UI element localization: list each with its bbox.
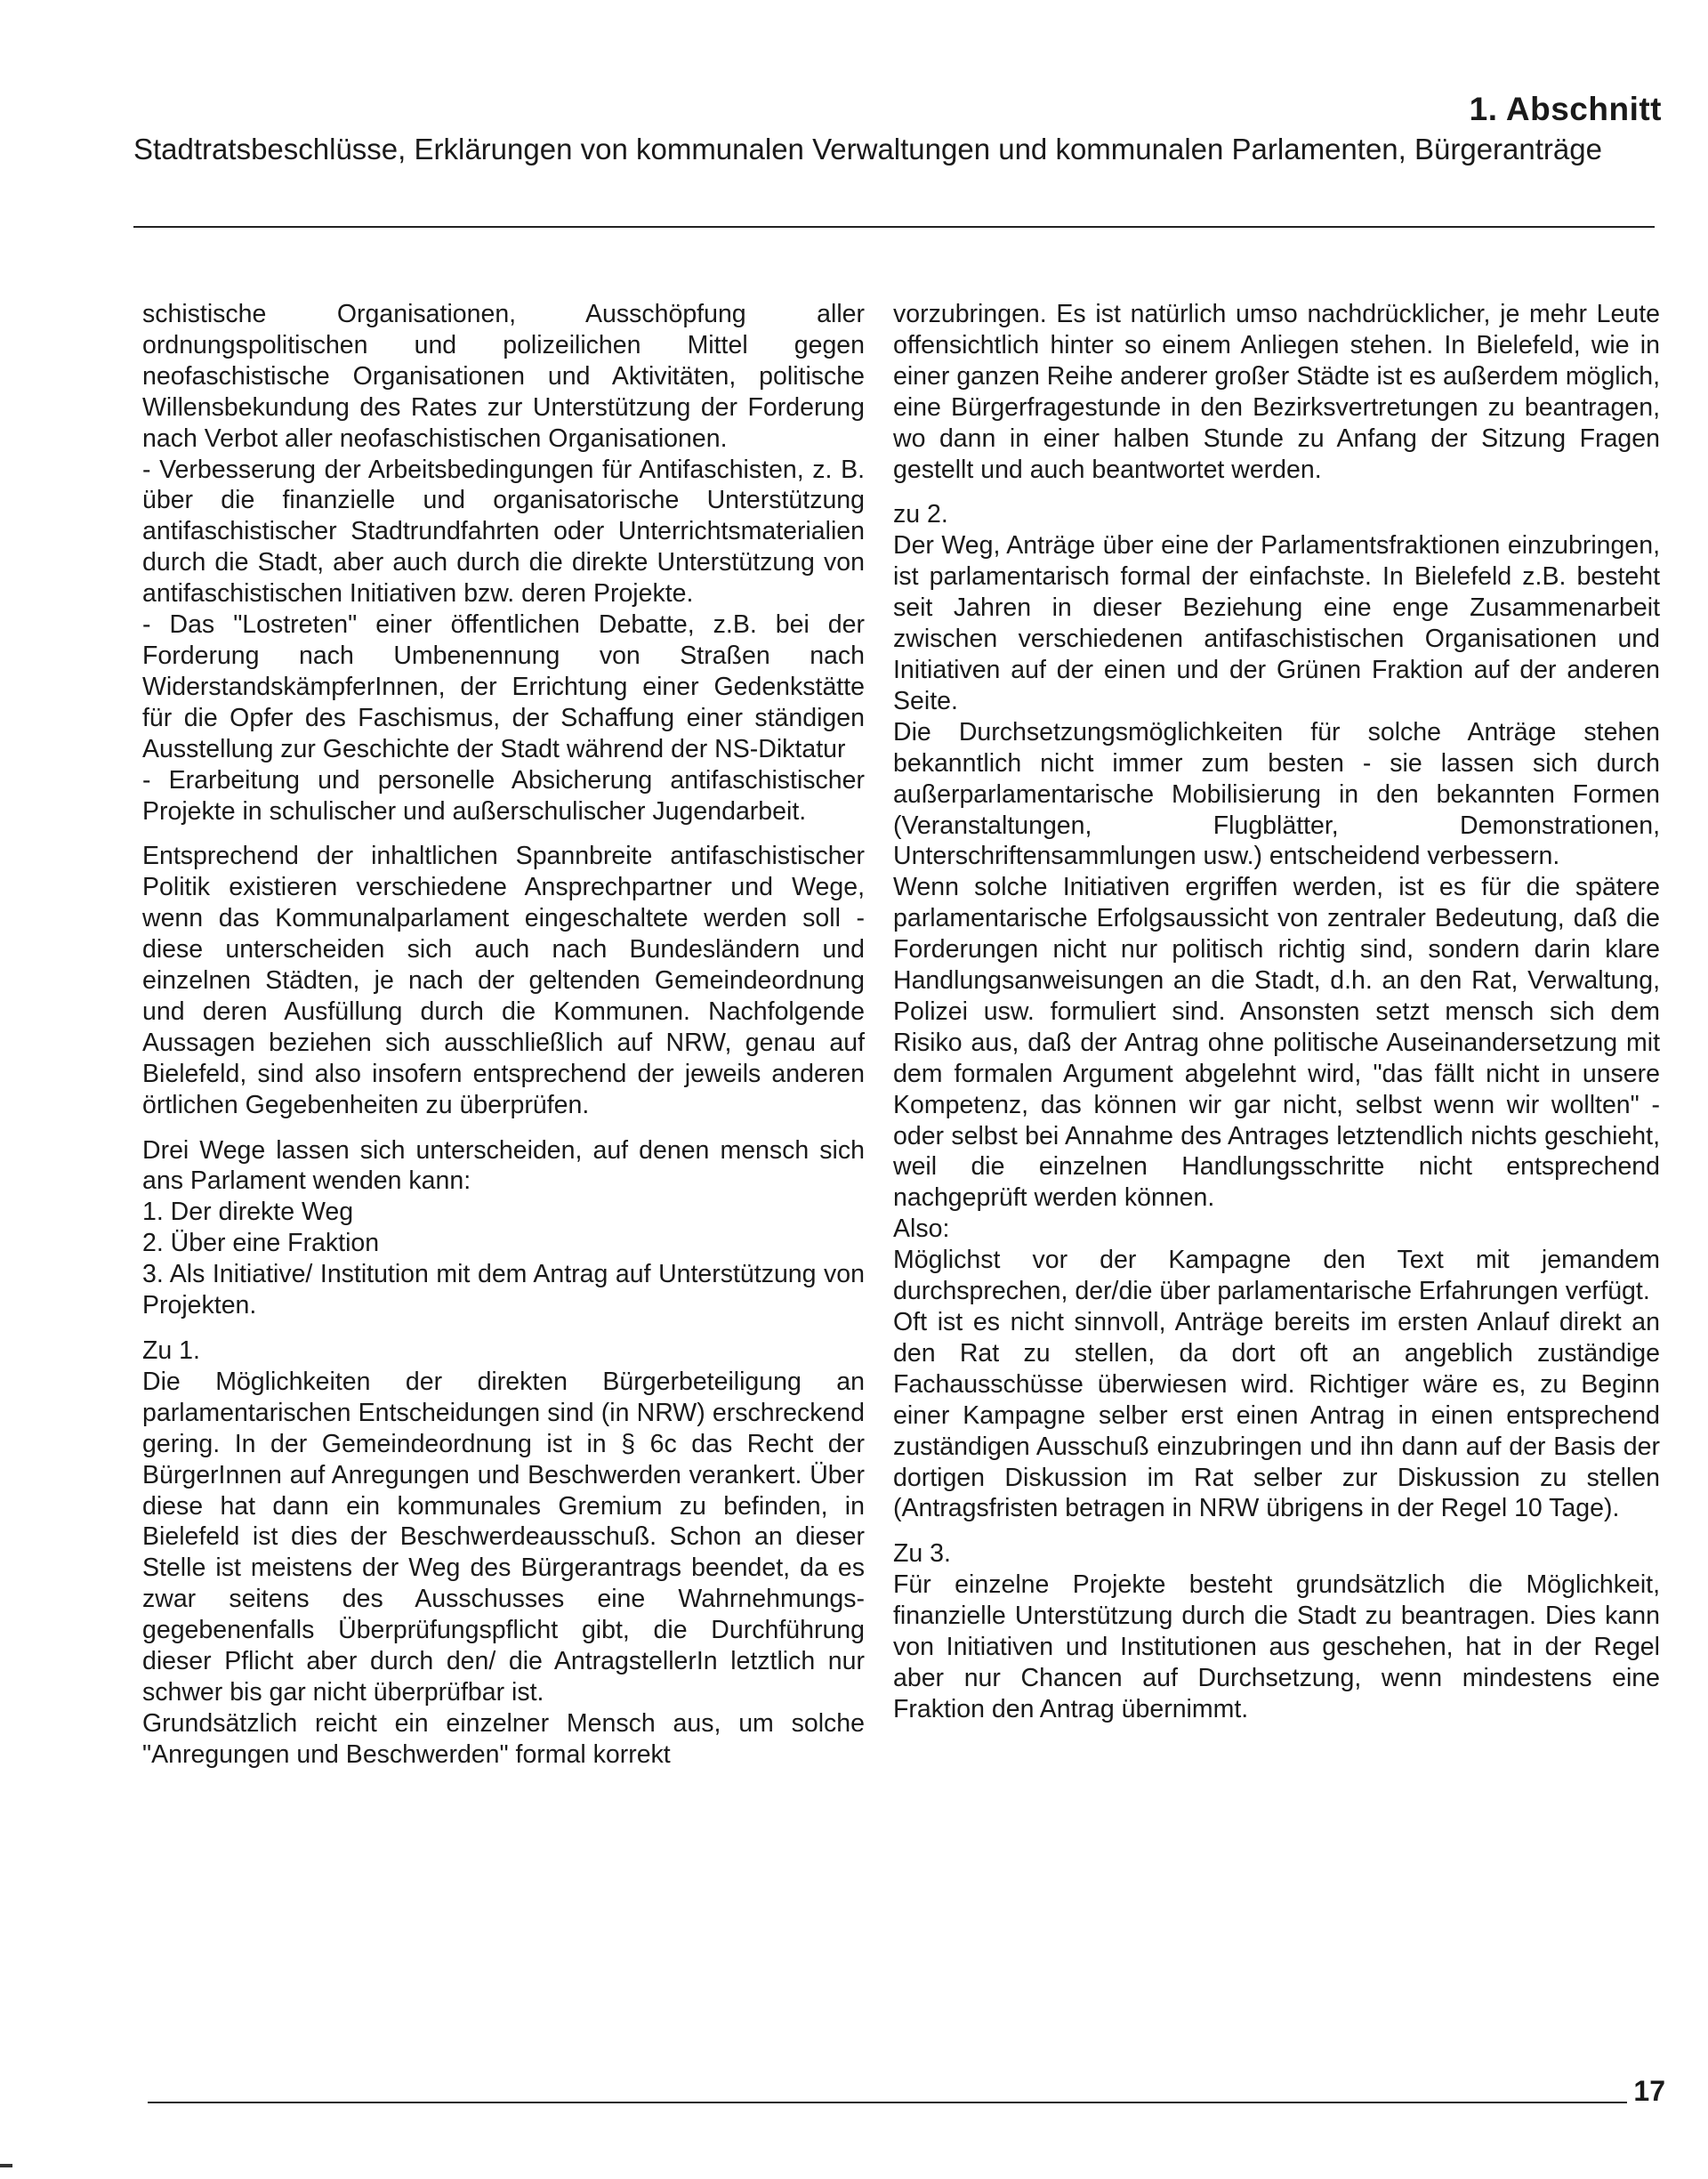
paragraph: Die Möglichkeiten der direkten Bürgerbeteiligung an parlamentarischen Entscheidungen sind (in NRW) erschreckend gering. In der Gemeindeordnung ist in § 6c das Recht der BürgerInnen auf Anregungen und Beschwerden verankert. Über diese hat dann ein kommunales Gremium zu befinden, in Bielefeld ist dies der Beschwerdeausschuß. Schon an dieser Stelle ist meistens der Weg des Bürgerantrags beendet, da es zwar seitens des Ausschusses eine Wahrnehmungs- gegebenenfalls Überprüfungspflicht gibt, die Durchführung dieser Pflicht aber durch den/ die AntragstellerIn letztlich nur schwer bis gar nicht überprüfbar ist.	[142, 1367, 865, 1707]
paragraph: schistische Organisationen, Ausschöpfung aller ordnungspolitischen und polizeilichen Mittel gegen neofaschistische Organisationen und Aktivitäten, politische Willensbekundung des Rates zur Unterstützung der Forderung nach Verbot aller neofaschistischen Organisationen.	[142, 300, 865, 453]
list-item: 3. Als Initiative/ Institution mit dem Antrag auf Unterstützung von Projekten.	[142, 1260, 865, 1320]
right-column	[893, 299, 1660, 1725]
paragraph: Die Durchsetzungsmöglichkeiten für solche Anträge stehen bekanntlich nicht immer zum besten - sie lassen sich durch außerparlamentarische Mobilisierung in den bekannten Formen (Veranstaltungen, Flugblätter, Demonstrationen, Unterschriftensammlungen usw.) entscheidend verbessern.	[893, 717, 1660, 871]
footer-divider	[148, 2102, 1627, 2103]
paragraph: Möglichst vor der Kampagne den Text mit jemandem durchsprechen, der/die über parlamentarische Erfahrungen verfügt.	[893, 1246, 1660, 1306]
scan-artifact	[0, 2164, 12, 2167]
subheading: zu 2.	[893, 500, 948, 529]
subheading: Zu 3.	[893, 1539, 951, 1569]
header-divider	[133, 226, 1655, 228]
left-column	[142, 299, 865, 1771]
paragraph: Wenn solche Initiativen ergriffen werden, ist es für die spätere parlamentarische Erfolgsaussicht von zentraler Bedeutung, daß die Forderungen nicht nur politisch richtig sind, sondern darin klare Handlungsanweisungen an die Stadt, d.h. an den Rat, Verwaltung, Polizei usw. formuliert sind. Ansonsten setzt mensch sich dem Risiko aus, daß der Antrag ohne politische Auseinandersetzung mit dem formalen Argument abgelehnt wird, "das fällt nicht in unsere Kompetenz, das können wir gar nicht, selbst wenn wir wollten" - oder selbst bei Annahme des Antrages letztendlich nichts geschieht, weil die einzelnen Handlungsschritte nicht entsprechend nachgeprüft werden können.	[893, 873, 1660, 1213]
paragraph: Für einzelne Projekte besteht grundsätzlich die Möglichkeit, finanzielle Unterstützung durch die Stadt zu beantragen. Dies kann von Initiativen und Institutionen aus geschehen, hat in der Regel aber nur Chancen auf Durchsetzung, wenn mindestens eine Fraktion den Antrag übernimmt.	[893, 1570, 1660, 1723]
subheading: Zu 1.	[142, 1336, 200, 1365]
paragraph: Der Weg, Anträge über eine der Parlamentsfraktionen einzubringen, ist parlamentarisch formal der einfachste. In Bielefeld z.B. besteht seit Jahren in dieser Beziehung eine enge Zusammenarbeit zwischen verschiedenen antifaschistischen Organisationen und Initiativen auf der einen und der Grünen Fraktion auf der anderen Seite.	[893, 531, 1660, 715]
section-subtitle: Stadtratsbeschlüsse, Erklärungen von kommunalen Verwaltungen und kommunalen Parlamenten, Bürgeranträge	[133, 133, 1602, 165]
paragraph: Drei Wege lassen sich unterscheiden, auf denen mensch sich ans Parlament wenden kann:	[142, 1135, 865, 1196]
paragraph: Also:	[893, 1215, 950, 1244]
paragraph: Oft ist es nicht sinnvoll, Anträge bereits im ersten Anlauf direkt an den Rat zu stellen, da dort oft an angeblich zuständige Fachausschüsse überwiesen wird. Richtiger wäre es, zu Beginn einer Kampagne selber erst einen Antrag in einen entsprechend zuständigen Ausschuß einzubringen und ihn dann auf der Basis der dortigen Diskussion im Rat selber zur Diskussion zu stellen (Antragsfristen betragen in NRW übrigens in der Regel 10 Tage).	[893, 1308, 1660, 1523]
list-item: 2. Über eine Fraktion	[142, 1229, 380, 1258]
paragraph: vorzubringen. Es ist natürlich umso nachdrücklicher, je mehr Leute offensichtlich hinter so einem Anliegen stehen. In Bielefeld, wie in einer ganzen Reihe anderer großer Städte ist es außerdem möglich, eine Bürgerfragestunde in den Bezirksvertretungen zu beantragen, wo dann in einer halben Stunde zu Anfang der Sitzung Fragen gestellt und auch beantwortet werden.	[893, 300, 1660, 484]
paragraph: - Verbesserung der Arbeitsbedingungen für Antifaschisten, z. B. über die finanzielle und organisatorische Unterstützung antifaschistischer Stadtrundfahrten oder Unterrichtsmaterialien durch die Stadt, aber auch durch die direkte Unterstützung von antifaschistischen Initiativen bzw. deren Projekte.	[142, 455, 865, 609]
paragraph: - Das "Lostreten" einer öffentlichen Debatte, z.B. bei der Forderung nach Umbenennung von Straßen nach WiderstandskämpferInnen, der Errichtung einer Gedenkstätte für die Opfer des Faschismus, der Schaffung einer ständigen Ausstellung zur Geschichte der Stadt während der NS-Diktatur	[142, 610, 865, 763]
paragraph: - Erarbeitung und personelle Absicherung antifaschistischer Projekte in schulischer und außerschulischer Jugendarbeit.	[142, 765, 865, 826]
paragraph: Entsprechend der inhaltlichen Spannbreite antifaschistischer Politik existieren verschiedene Ansprechpartner und Wege, wenn das Kommunalparlament eingeschaltete werden soll - diese unterscheiden sich auch nach Bundesländern und einzelnen Städten, je nach der geltenden Gemeindeordnung und deren Ausfüllung durch die Kommunen. Nachfolgende Aussagen beziehen sich ausschließlich auf NRW, genau auf Bielefeld, sind also insofern entsprechend der jeweils anderen örtlichen Gegebenheiten zu überprüfen.	[142, 842, 865, 1119]
list-item: 1. Der direkte Weg	[142, 1198, 354, 1227]
paragraph: Grundsätzlich reicht ein einzelner Mensch aus, um solche "Anregungen und Beschwerden" formal korrekt	[142, 1708, 865, 1769]
page-number: 17	[1633, 2075, 1665, 2107]
section-heading: 1. Abschnitt	[1469, 91, 1662, 127]
